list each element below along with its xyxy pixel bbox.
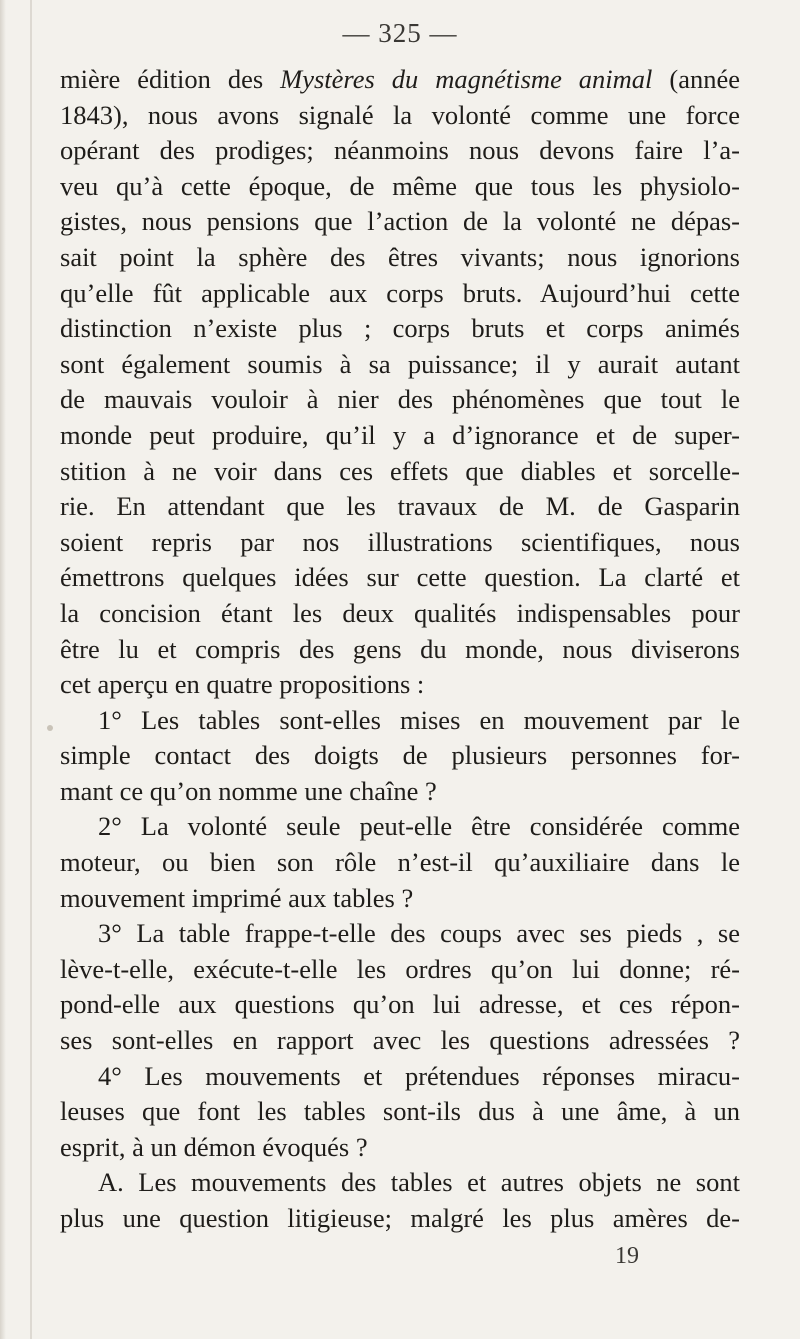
text-line — [60, 1094, 740, 1130]
text-line — [60, 916, 740, 952]
text-line — [60, 418, 740, 454]
text-run: la concision étant les deux qualités indispensables pour — [60, 597, 740, 628]
text-line — [60, 1059, 740, 1095]
text-line — [60, 632, 740, 668]
text-line — [60, 1165, 740, 1201]
text-line — [60, 1201, 740, 1237]
text-run: moteur, ou bien son rôle n’est-il qu’auxiliaire dans le — [60, 847, 740, 878]
text-run: distinction n’existe plus ; corps bruts et corps animés — [60, 313, 740, 344]
body-text — [60, 62, 740, 1237]
text-line — [60, 525, 740, 561]
text-run: mouvement imprimé aux tables ? — [60, 882, 414, 913]
text-line — [60, 703, 740, 739]
text-run: sait point la sphère des êtres vivants; nous ignorions — [60, 241, 740, 272]
text-line — [60, 774, 740, 810]
text-run: mière édition des — [60, 64, 281, 94]
text-run: 3° La table frappe-t-elle des coups avec ses pieds , se — [98, 918, 740, 949]
text-run: sont également soumis à sa puissance; il y aurait autant — [60, 348, 740, 379]
text-run: émettrons quelques idées sur cette question. La clarté et — [60, 562, 740, 593]
text-line — [60, 133, 740, 169]
text-line — [60, 987, 740, 1023]
text-run: stition à ne voir dans ces effets que diables et sorcelle- — [60, 455, 740, 486]
text-run: lève-t-elle, exécute-t-elle les ordres qu’on lui donne; ré- — [60, 953, 740, 984]
text-line — [60, 62, 740, 98]
signature-mark: 19 — [615, 1243, 639, 1269]
text-run: leuses que font les tables sont-ils dus à une âme, à un — [60, 1096, 740, 1127]
text-run: qu’elle fût applicable aux corps bruts. Aujourd’hui cette — [60, 277, 740, 308]
text-run: cet aperçu en quatre propositions : — [60, 669, 425, 700]
page-binding-edge — [0, 0, 6, 1339]
text-run: ses sont-elles en rapport avec les questions adressées ? — [60, 1025, 740, 1056]
text-run: esprit, à un démon évoqués ? — [60, 1131, 368, 1162]
text-run: veu qu’à cette époque, de même que tous les physiolo- — [60, 170, 740, 201]
text-run: être lu et compris des gens du monde, nous diviserons — [60, 633, 740, 664]
text-line — [60, 311, 740, 347]
text-line — [60, 454, 740, 490]
text-line — [60, 347, 740, 383]
text-line — [60, 596, 740, 632]
text-line — [60, 276, 740, 312]
page-fold-shadow — [30, 0, 32, 1339]
text-line — [60, 809, 740, 845]
paper-speck — [47, 725, 53, 731]
text-run: (année — [652, 64, 740, 94]
text-run: mant ce qu’on nomme une chaîne ? — [60, 775, 437, 806]
text-line — [60, 489, 740, 525]
text-line — [60, 738, 740, 774]
text-line — [60, 1130, 740, 1166]
text-line — [60, 560, 740, 596]
text-run: rie. En attendant que les travaux de M. de Gasparin — [60, 491, 740, 522]
text-line — [60, 881, 740, 917]
text-run: plus une question litigieuse; malgré les plus amères de- — [60, 1203, 740, 1233]
text-run: simple contact des doigts de plusieurs personnes for- — [60, 740, 740, 771]
text-line — [60, 845, 740, 881]
text-line — [60, 204, 740, 240]
text-line — [60, 667, 740, 703]
text-line — [60, 240, 740, 276]
text-line — [60, 952, 740, 988]
text-line — [60, 382, 740, 418]
text-run: A. Les mouvements des tables et autres objets ne sont — [98, 1167, 740, 1198]
text-run: 1° Les tables sont-elles mises en mouvement par le — [98, 704, 740, 735]
text-run: soient repris par nos illustrations scientifiques, nous — [60, 526, 740, 557]
text-run: 2° La volonté seule peut-elle être considérée comme — [98, 811, 740, 842]
text-run: pond-elle aux questions qu’on lui adresse, et ces répon- — [60, 989, 740, 1020]
text-run: gistes, nous pensions que l’action de la volonté ne dépas- — [60, 206, 740, 237]
text-line — [60, 98, 740, 134]
text-run: 4° Les mouvements et prétendues réponses miracu- — [98, 1060, 740, 1091]
text-run: opérant des prodiges; néanmoins nous devons faire l’a- — [60, 135, 740, 166]
text-run: monde peut produire, qu’il y a d’ignorance et de super- — [60, 419, 740, 450]
text-line — [60, 169, 740, 205]
running-head: — 325 — — [342, 18, 458, 48]
book-title: Mystères du magnétisme animal — [280, 64, 653, 94]
text-run: 1843), nous avons signalé la volonté comme une force — [60, 99, 740, 130]
text-line — [60, 1023, 740, 1059]
text-run: de mauvais vouloir à nier des phénomènes que tout le — [60, 384, 740, 415]
